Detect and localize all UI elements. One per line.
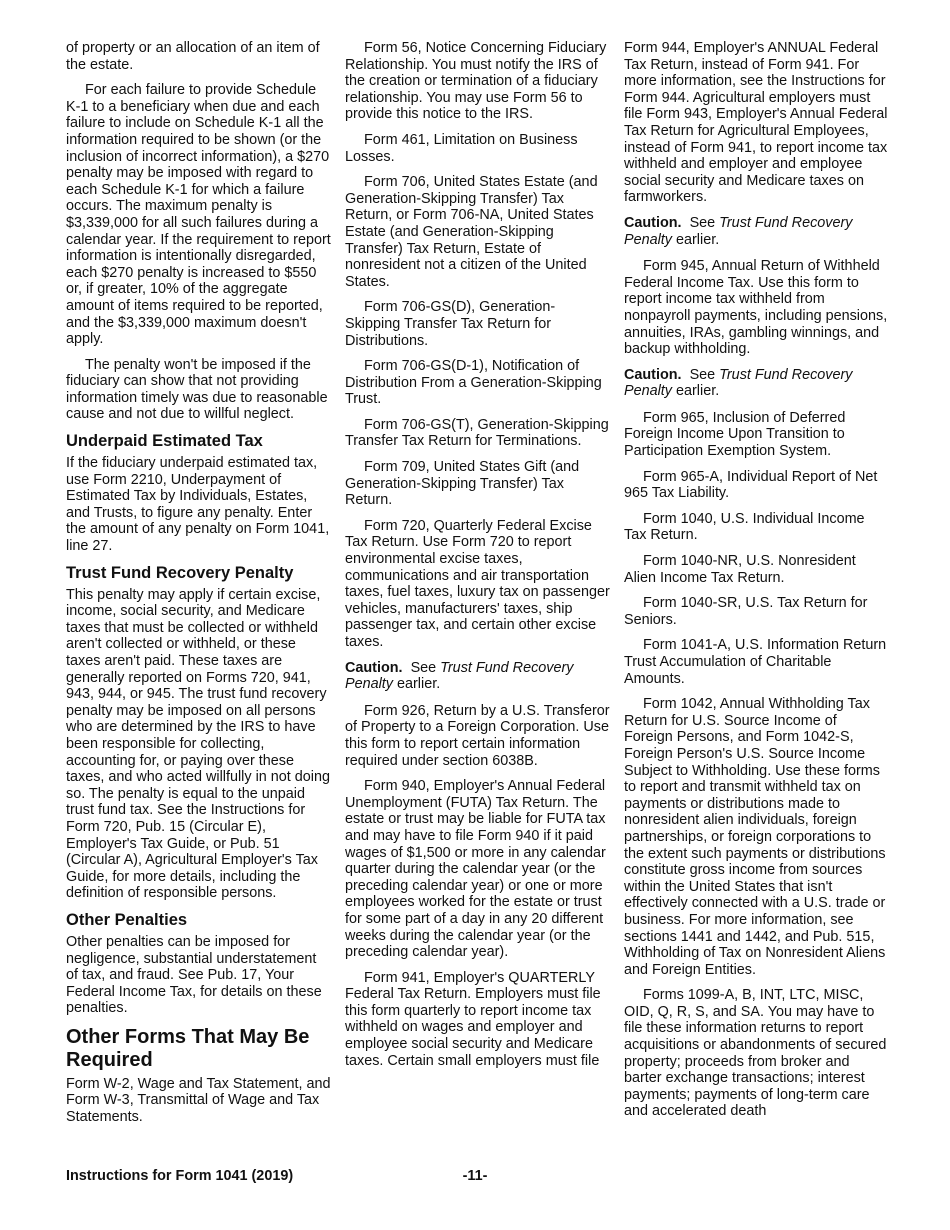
caution-note: Caution. See Trust Fund Recovery Penalty earlier. <box>624 214 853 248</box>
heading-trust-fund-recovery-penalty: Trust Fund Recovery Penalty <box>66 563 294 582</box>
caution-reference: Trust Fund Recovery Penalty <box>624 214 853 248</box>
paragraph: Form 720, Quarterly Federal Excise Tax Return. Use Form 720 to report environmental excise taxes, communications and air transportation taxes, fuel taxes, luxury tax on passenger vehicles, manufacturers' taxes, ship passenger tax, and certain other excise taxes. <box>345 517 610 650</box>
paragraph: Other penalties can be imposed for negligence, substantial understatement of tax, and fraud. See Pub. 17, Your Federal Income Tax, for details on these penalties. <box>66 933 322 1017</box>
paragraph: Form W-2, Wage and Tax Statement, and Form W-3, Transmittal of Wage and Tax Statements. <box>66 1075 331 1126</box>
paragraph: Form 1040, U.S. Individual Income Tax Return. <box>624 510 865 544</box>
heading-other-penalties: Other Penalties <box>66 910 188 929</box>
paragraph: Form 461, Limitation on Business Losses. <box>345 131 578 165</box>
column-1 <box>66 40 331 1135</box>
document-title: Instructions for Form 1041 (2019) <box>66 1168 294 1184</box>
column-3 <box>624 40 889 1129</box>
caution-label: Caution. <box>624 366 682 383</box>
paragraph: Form 1040-NR, U.S. Nonresident Alien Income Tax Return. <box>624 553 856 586</box>
column-2 <box>345 40 610 1078</box>
paragraph: Form 706-GS(D), Generation-Skipping Transfer Tax Return for Distributions. <box>345 299 556 349</box>
paragraph: Form 706-GS(D-1), Notification of Distribution From a Generation-Skipping Trust. <box>345 358 602 408</box>
paragraph: Form 1042, Annual Withholding Tax Return for U.S. Source Income of Foreign Persons, and Form 1042-S, Foreign Person's U.S. Source Income Subject to Withholding. Use these forms to report and transmit withheld tax on payments or distributions made to nonresident alien individuals, foreign partnerships, or foreign corporations to the extent such payments or distributions constitute gross income from sources within the United States that isn't effectively connected with a U.S. trade or business. For more information, see sections 1441 and 1442, and Pub. 515, Withholding of Tax on Nonresident Aliens and Foreign Entities. <box>624 696 886 978</box>
paragraph: Form 706, United States Estate (and Generation-Skipping Transfer) Tax Return, or Form 706-NA, United States Estate (and Generation-Skipping Transfer) Tax Return, Estate of nonresident not a citizen of the United States. <box>345 174 598 290</box>
paragraph: If the fiduciary underpaid estimated tax, use Form 2210, Underpayment of Estimated Tax by Individuals, Estates, and Trusts, to figure any penalty. Enter the amount of any penalty on Form 1041, line 27. <box>66 455 330 555</box>
caution-note: Caution. See Trust Fund Recovery Penalty earlier. <box>345 659 574 693</box>
paragraph: The penalty won't be imposed if the fiduciary can show that not providing information timely was due to reasonable cause and not due to willful neglect. <box>66 356 328 423</box>
caution-label: Caution. <box>624 214 682 231</box>
paragraph: This penalty may apply if certain excise, income, social security, and Medicare taxes that must be collected or withheld aren't collected or withheld, or these taxes aren't paid. These taxes are generally reported on Forms 720, 941, 943, 944, or 945. The trust fund recovery penalty may be imposed on all persons who are determined by the IRS to have been responsible for collecting, accounting for, or paying over these taxes, and who acted willfully in not doing so. The penalty is equal to the unpaid trust fund tax. See the Instructions for Form 720, Pub. 15 (Circular E), Employer's Tax Guide, or Pub. 51 (Circular A), Agricultural Employer's Tax Guide, for more details, including the definition of responsible persons. <box>66 586 330 902</box>
heading-other-forms: Other Forms That May Be Required <box>66 1025 310 1071</box>
paragraph: Form 1041-A, U.S. Information Return Trust Accumulation of Charitable Amounts. <box>624 637 887 687</box>
paragraph: Form 965, Inclusion of Deferred Foreign Income Upon Transition to Participation Exemption System. <box>624 409 846 460</box>
paragraph: Form 56, Notice Concerning Fiduciary Relationship. You must notify the IRS of the creation or termination of a fiduciary relationship. You may use Form 56 to provide this notice to the IRS. <box>345 40 607 123</box>
paragraph: Form 709, United States Gift (and Generation-Skipping Transfer) Tax Return. <box>345 459 580 509</box>
caution-label: Caution. <box>345 659 403 676</box>
caution-reference: Trust Fund Recovery Penalty <box>624 366 853 400</box>
paragraph: Form 926, Return by a U.S. Transferor of Property to a Foreign Corporation. Use this form to report certain information required under section 6038B. <box>345 702 610 769</box>
paragraph: Form 965-A, Individual Report of Net 965 Tax Liability. <box>624 468 878 502</box>
paragraph: For each failure to provide Schedule K-1 to a beneficiary when due and each failure to include on Schedule K-1 all the information required to be shown (or the inclusion of incorrect information), a $270 penalty may be imposed with regard to each Schedule K-1 for which a failure occurs. The maximum penalty is $3,339,000 for all such failures during a calendar year. If the requirement to report information is intentionally disregarded, each $270 penalty is increased to $550 or, if greater, 10% of the aggregate amount of items required to be reported, and the $3,339,000 maximum doesn't apply. <box>66 82 331 348</box>
paragraph: Form 945, Annual Return of Withheld Federal Income Tax. Use this form to report income tax withheld from nonpayroll payments, including pensions, annuities, IRAs, gambling winnings, and backup withholding. <box>624 258 888 358</box>
caution-note: Caution. See Trust Fund Recovery Penalty earlier. <box>624 366 853 400</box>
paragraph: Form 944, Employer's ANNUAL Federal Tax Return, instead of Form 941. For more information, see the Instructions for Form 944. Agricultural employers must file Form 943, Employer's Annual Federal Tax Return for Agricultural Employees, instead of Form 941, to report income tax withheld and employer and employee social security and Medicare taxes on farmworkers. <box>624 40 888 206</box>
paragraph: Forms 1099-A, B, INT, LTC, MISC, OID, Q, R, S, and SA. You may have to file these information returns to report acquisitions or abandonments of secured property; proceeds from broker and barter exchange transactions; interest payments; payments of long-term care and accelerated death <box>624 987 887 1120</box>
paragraph: Form 941, Employer's QUARTERLY Federal Tax Return. Employers must file this form quarterly to report income tax withheld on wages and employer and employee social security and Medicare taxes. Certain small employers must file <box>345 969 601 1069</box>
paragraph: Form 1040-SR, U.S. Tax Return for Seniors. <box>624 595 868 628</box>
heading-underpaid-estimated-tax: Underpaid Estimated Tax <box>66 432 263 451</box>
page-number: -11- <box>462 1168 488 1184</box>
paragraph: Form 940, Employer's Annual Federal Unemployment (FUTA) Tax Return. The estate or trust may be liable for FUTA tax and may have to file Form 940 if it paid wages of $1,500 or more in any calendar quarter during the calendar year (or the preceding calendar year) or one or more employees worked for the estate or trust for some part of a day in any 20 different weeks during the calendar year (or the preceding calendar year). <box>345 778 606 961</box>
paragraph: of property or an allocation of an item of the estate. <box>66 40 320 73</box>
paragraph: Form 706-GS(T), Generation-Skipping Transfer Tax Return for Terminations. <box>345 416 609 450</box>
caution-reference: Trust Fund Recovery Penalty <box>345 659 574 693</box>
